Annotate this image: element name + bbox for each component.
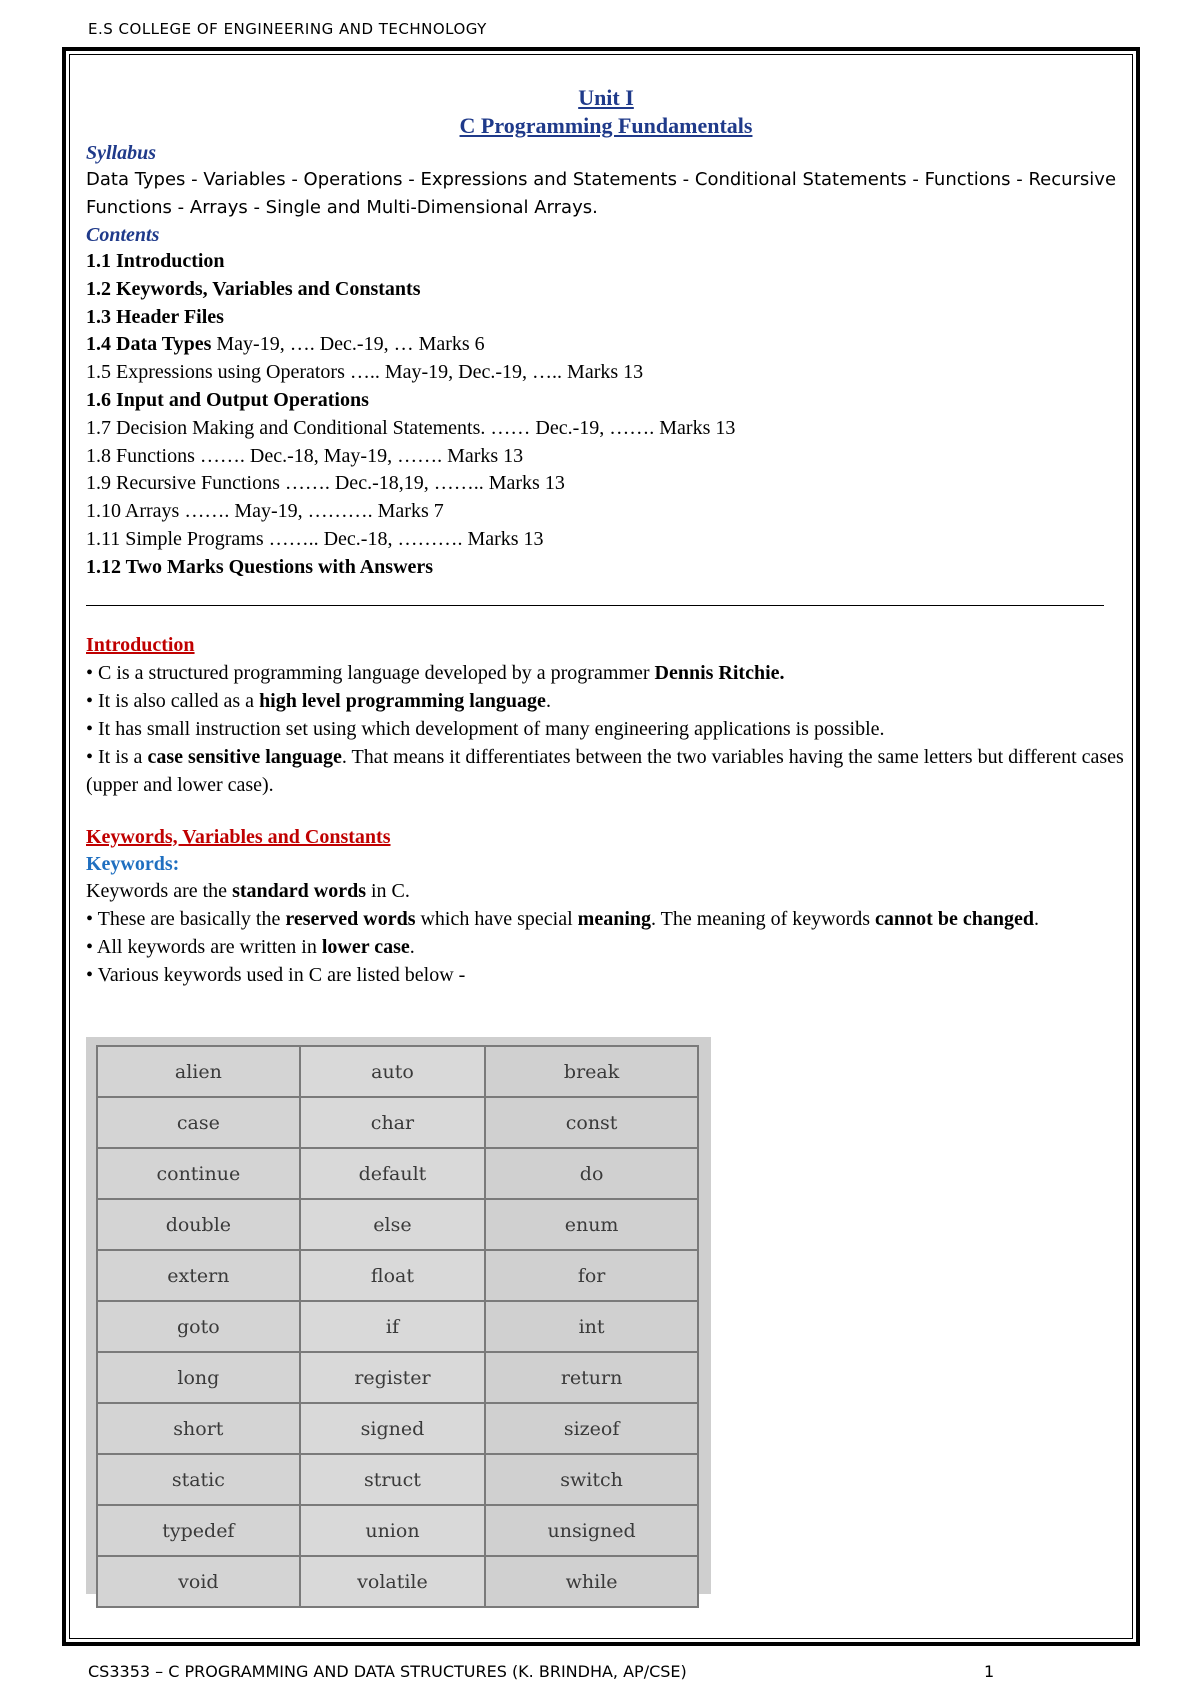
section-divider: [86, 605, 1104, 606]
table-cell: return: [485, 1352, 698, 1403]
contents-heading: Contents: [86, 224, 160, 246]
table-cell: extern: [97, 1250, 300, 1301]
table-cell: continue: [97, 1148, 300, 1199]
intro-bullet: • C is a structured programming language developed by a programmer Dennis Ritchie.: [86, 661, 785, 684]
syllabus-text: Data Types - Variables - Operations - Expressions and Statements - Conditional Statements - Functions - Recursive Functions - Arrays - Single and Multi-Dimensional Arrays.: [86, 169, 1117, 218]
contents-item: 1.11 Simple Programs …….. Dec.-18, ………. Marks 13: [86, 527, 544, 550]
table-row: [97, 1148, 698, 1199]
table-cell: enum: [485, 1199, 698, 1250]
contents-item: 1.1 Introduction: [86, 250, 225, 272]
table-cell: switch: [485, 1454, 698, 1505]
page-content: [86, 84, 1126, 989]
table-cell: struct: [300, 1454, 485, 1505]
table-cell: int: [485, 1301, 698, 1352]
table-cell: else: [300, 1199, 485, 1250]
table-row: [97, 1352, 698, 1403]
table-row: [97, 1301, 698, 1352]
table-cell: char: [300, 1097, 485, 1148]
keywords-subheading: Keywords:: [86, 852, 180, 875]
table-cell: do: [485, 1148, 698, 1199]
page-number: 1: [984, 1662, 995, 1681]
page-header: E.S COLLEGE OF ENGINEERING AND TECHNOLOGY: [88, 20, 487, 38]
contents-item: 1.6 Input and Output Operations: [86, 388, 369, 411]
table-cell: break: [485, 1046, 698, 1097]
keywords-bullet: • All keywords are written in lower case.: [86, 935, 415, 958]
keyword-table: [96, 1045, 699, 1608]
intro-bullet: • It has small instruction set using which development of many engineering applications is possible.: [86, 717, 885, 740]
keywords-section-heading: Keywords, Variables and Constants: [86, 825, 391, 848]
contents-item: 1.3 Header Files: [86, 305, 224, 328]
contents-item: 1.12 Two Marks Questions with Answers: [86, 555, 434, 578]
table-row: [97, 1046, 698, 1097]
contents-item: 1.2 Keywords, Variables and Constants: [86, 277, 421, 300]
table-row: [97, 1097, 698, 1148]
table-row: [97, 1199, 698, 1250]
table-cell: goto: [97, 1301, 300, 1352]
table-cell: default: [300, 1148, 485, 1199]
keywords-bullet: • Various keywords used in C are listed below -: [86, 963, 466, 986]
syllabus-heading: Syllabus: [86, 142, 157, 164]
table-row: [97, 1403, 698, 1454]
table-cell: typedef: [97, 1505, 300, 1556]
unit-title: Unit I: [578, 85, 634, 110]
contents-list: [86, 248, 1126, 582]
table-row: [97, 1454, 698, 1505]
table-cell: case: [97, 1097, 300, 1148]
introduction-heading: Introduction: [86, 633, 195, 656]
subject-title: C Programming Fundamentals: [459, 113, 753, 138]
keywords-paragraph: Keywords are the standard words in C.: [86, 879, 410, 902]
contents-item: 1.7 Decision Making and Conditional Statements. …… Dec.-19, ……. Marks 13: [86, 416, 736, 439]
contents-item: 1.9 Recursive Functions ……. Dec.-18,19, …….. Marks 13: [86, 472, 565, 495]
table-cell: register: [300, 1352, 485, 1403]
table-cell: long: [97, 1352, 300, 1403]
table-cell: void: [97, 1556, 300, 1607]
table-cell: sizeof: [485, 1403, 698, 1454]
table-cell: unsigned: [485, 1505, 698, 1556]
keywords-bullet: • These are basically the reserved words which have special meaning. The meaning of keywords cannot be changed.: [86, 907, 1039, 930]
table-cell: alien: [97, 1046, 300, 1097]
table-cell: double: [97, 1199, 300, 1250]
table-cell: const: [485, 1097, 698, 1148]
table-cell: if: [300, 1301, 485, 1352]
table-row: [97, 1556, 698, 1607]
table-cell: float: [300, 1250, 485, 1301]
table-row: [97, 1250, 698, 1301]
table-cell: union: [300, 1505, 485, 1556]
intro-bullet: • It is also called as a high level programming language.: [86, 689, 551, 712]
table-cell: signed: [300, 1403, 485, 1454]
intro-bullet: • It is a case sensitive language. That means it differentiates between the two variables having the same letters but different cases (upper and lower case).: [86, 745, 1124, 796]
table-row: [97, 1505, 698, 1556]
contents-item: 1.10 Arrays ……. May-19, ………. Marks 7: [86, 500, 444, 523]
keyword-table-image: [86, 1037, 711, 1594]
table-cell: static: [97, 1454, 300, 1505]
table-cell: short: [97, 1403, 300, 1454]
contents-item: 1.4 Data Types May-19, …. Dec.-19, … Marks 6: [86, 333, 485, 356]
page-footer-course: CS3353 – C PROGRAMMING AND DATA STRUCTURES (K. BRINDHA, AP/CSE): [88, 1662, 687, 1681]
contents-item: 1.5 Expressions using Operators ….. May-19, Dec.-19, ….. Marks 13: [86, 361, 644, 384]
contents-item: 1.8 Functions ……. Dec.-18, May-19, ……. Marks 13: [86, 444, 524, 467]
table-cell: auto: [300, 1046, 485, 1097]
table-cell: for: [485, 1250, 698, 1301]
table-cell: while: [485, 1556, 698, 1607]
table-cell: volatile: [300, 1556, 485, 1607]
